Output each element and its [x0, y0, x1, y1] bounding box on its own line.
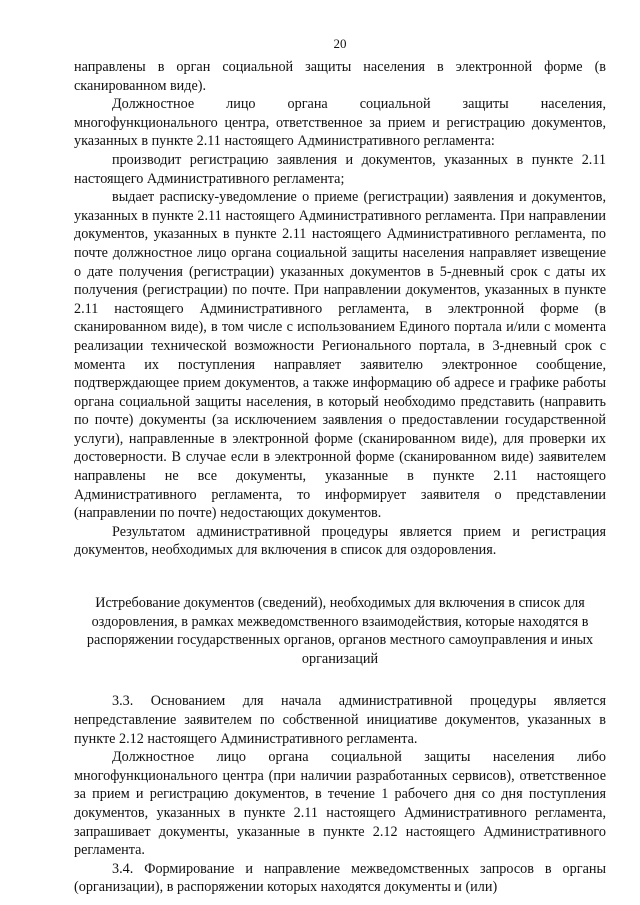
paragraph-3-4: 3.4. Формирование и направление межведомственных запросов в органы (организации), в распоряжении которых находятся документы и (или): [74, 860, 606, 896]
page-number: 20: [333, 36, 347, 51]
paragraph-3-3: 3.3. Основанием для начала административной процедуры является непредставление заявителем по собственной инициативе документов, указанных в пункте 2.12 настоящего Административного регламента.: [74, 693, 606, 747]
document-body: [74, 58, 606, 897]
paragraph-responsible-official: Должностное лицо органа социальной защиты населения, многофункционального центра, ответственное за прием и регистрацию документов, указанных в пункте 2.11 настоящего Административного регламента:: [74, 96, 606, 150]
section-heading: Истребование документов (сведений), необходимых для включения в список для оздоровления, в рамках межведомственного взаимодействия, которые находятся в распоряжении государственных органов, органов местного самоуправления и иных организаций: [86, 595, 594, 667]
paragraph-continuation: направлены в орган социальной защиты населения в электронной форме (в сканированном виде).: [74, 59, 606, 94]
paragraph-receipt-notification: выдает расписку-уведомление о приеме (регистрации) заявления и документов, указанных в пункте 2.11 настоящего Административного регламента. При направлении документов, указанных в пункте 2.11 настоящего Административного регламента, по почте должностное лицо органа социальной защиты населения направляет извещение о дате получения (регистрации) указанных документов в 5-дневный срок с даты их получения (регистрации) по почте. При направлении документов, указанных в пункте 2.11 настоящего Административного регламента, в электронной форме (в сканированном виде), в том числе с использованием Единого портала и/или с момента реализации технической возможности Регионального портала, в 3-дневный срок с момента их поступления направляет заявителю электронное сообщение, подтверждающее прием документов, а также информацию об адресе и графике работы органа социальной защиты населения, в который необходимо представить (направить по почте) документы (за исключением заявления о предоставлении государственной услуги), направленные в электронной форме (сканированном виде), для проверки их достоверности. В случае если в электронной форме (сканированном виде) заявителем направлены не все документы, указанные в пункте 2.11 настоящего Административного регламента, то информирует заявителя о представлении (направлении по почте) недостающих документов.: [74, 189, 606, 522]
paragraph-official-request: Должностное лицо органа социальной защиты населения либо многофункционального центра (при наличии разработанных сервисов), ответственное за прием и регистрацию документов, в течение 1 рабочего дня со дня поступления документов, указанных в пункте 2.11 настоящего Административного регламента, запрашивает документы, указанные в пункте 2.12 настоящего Административного регламента.: [74, 749, 606, 859]
paragraph-registration: производит регистрацию заявления и документов, указанных в пункте 2.11 настоящего Административного регламента;: [74, 151, 606, 187]
paragraph-procedure-result: Результатом административной процедуры является прием и регистрация документов, необходимых для включения в список для оздоровления.: [74, 523, 606, 559]
